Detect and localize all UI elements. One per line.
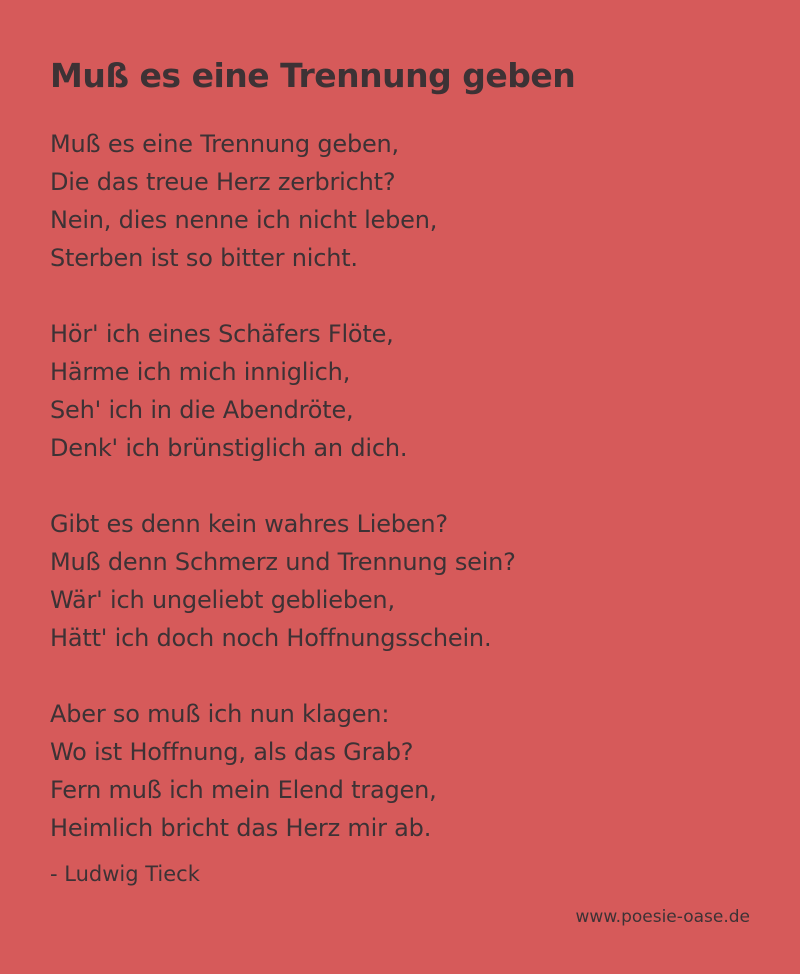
poem-line: Wär' ich ungeliebt geblieben, — [50, 586, 395, 614]
poem-line: Nein, dies nenne ich nicht leben, — [50, 206, 438, 234]
poem-line: Die das treue Herz zerbricht? — [50, 168, 396, 196]
stanza-3 — [50, 505, 516, 657]
poem-line: Hör' ich eines Schäfers Flöte, — [50, 320, 394, 348]
poem-line: Härme ich mich inniglich, — [50, 358, 351, 386]
poem-line: Seh' ich in die Abendröte, — [50, 396, 354, 424]
poem-line: Muß es eine Trennung geben, — [50, 130, 399, 158]
poem-line: Muß denn Schmerz und Trennung sein? — [50, 548, 516, 576]
poem-line: Wo ist Hoffnung, als das Grab? — [50, 738, 414, 766]
poem-line: Aber so muß ich nun klagen: — [50, 700, 390, 728]
poem-line: Heimlich bricht das Herz mir ab. — [50, 814, 432, 842]
poem-line: Fern muß ich mein Elend tragen, — [50, 776, 437, 804]
poem-line: Sterben ist so bitter nicht. — [50, 244, 358, 272]
website-credit: www.poesie-oase.de — [575, 907, 750, 927]
stanza-2 — [50, 315, 407, 467]
poem-title: Muß es eine Trennung geben — [50, 56, 576, 95]
poem-line: Gibt es denn kein wahres Lieben? — [50, 510, 448, 538]
stanza-4 — [50, 695, 437, 847]
poem-line: Hätt' ich doch noch Hoffnungsschein. — [50, 624, 492, 652]
poem-author: - Ludwig Tieck — [50, 862, 200, 886]
stanza-1 — [50, 125, 437, 277]
poem-line: Denk' ich brünstiglich an dich. — [50, 434, 408, 462]
